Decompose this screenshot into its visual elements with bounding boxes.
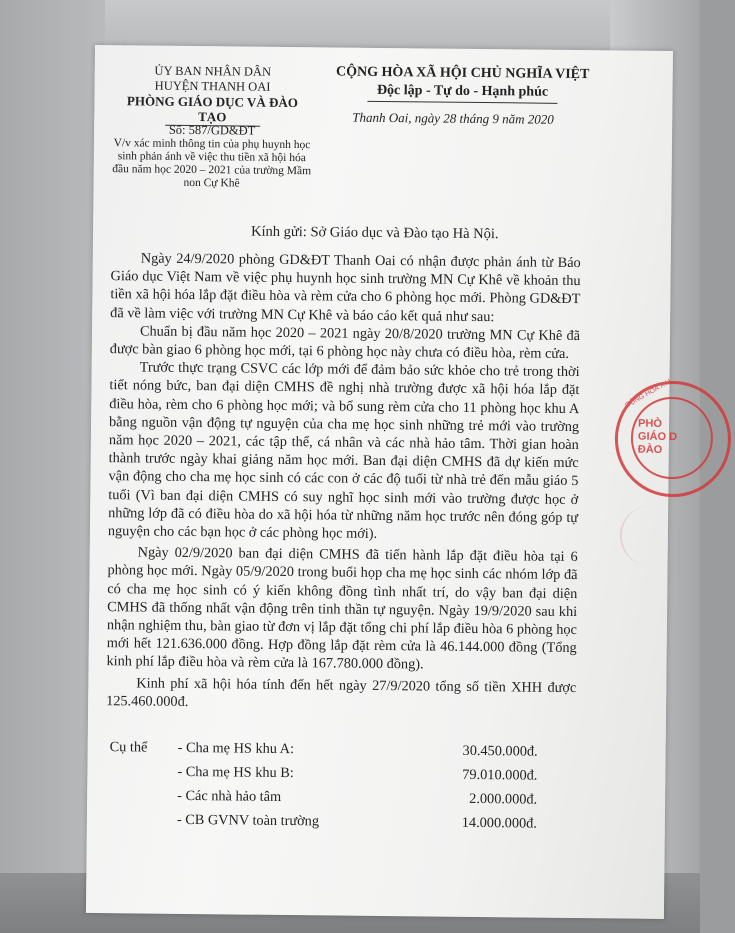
paragraph-5: Kinh phí xã hội hóa tính đến hết ngày 27/9/2020 tổng số tiền XHH được 125.460.000đ. — [106, 675, 577, 710]
national-header — [312, 63, 612, 104]
breakdown-amount: 79.010.000đ. — [462, 766, 538, 784]
breakdown-row — [177, 808, 567, 836]
stamp-bleed-mark — [620, 505, 663, 565]
stamp-line-1: PHÒ — [638, 417, 662, 430]
breakdown-name: - Cha mẹ HS khu A: — [177, 739, 295, 758]
agency-line-1: ỦY BAN NHÂN DÂN — [154, 63, 272, 79]
agency-line-3: PHÒNG GIÁO DỤC VÀ ĐÀO TẠO — [126, 93, 298, 125]
stamp-ring-text: CỘNG HÒA X.H. — [624, 377, 674, 410]
paragraph-1: Ngày 24/9/2020 phòng GD&ĐT Thanh Oai có nhận được phản ánh từ Báo Giáo dục Việt Nam về việc phụ huynh học sinh trường MN Cự Khê về khoản thu tiền xã hội hóa lắp đặt điều hòa và rèm cửa cho 6 phòng học mới. Phòng GD&ĐT đã về làm việc với trường MN Cự Khê và báo cáo kết quả như sau: — [110, 250, 581, 325]
document-page — [86, 45, 678, 919]
breakdown-label: Cụ thể — [109, 739, 148, 756]
stamp-line-2: GIÁO D — [637, 430, 678, 444]
breakdown-amount: 30.450.000đ. — [462, 742, 538, 760]
paragraph-2: Chuẩn bị đầu năm học 2020 – 2021 ngày 20/8/2020 trường MN Cự Khê đã được bàn giao 6 phòng học mới, tại 6 phòng học này chưa có điều hòa, rèm cửa. — [109, 323, 581, 362]
stamp-text — [638, 418, 678, 457]
recipient-line: Kính gửi: Sở Giáo dục và Đào tạo Hà Nội. — [250, 223, 499, 243]
stamp-line-3: ĐÀO — [637, 443, 663, 456]
breakdown-amount: 2.000.000đ. — [469, 790, 538, 808]
document-subject: V/v xác minh thông tin của phụ huynh học sinh phản ánh về việc thu tiền xã hội hóa đầu năm học 2020 – 2021 của trường Mầm non Cự Khê — [112, 137, 312, 190]
breakdown-name: - CB GVNV toàn trường — [176, 811, 320, 830]
breakdown-name: - Các nhà hảo tâm — [177, 787, 282, 805]
national-title: CỘNG HÒA XÃ HỘI CHỦ NGHĨA VIỆT — [335, 64, 590, 83]
official-stamp — [614, 377, 731, 497]
national-motto: Độc lập - Tự do - Hạnh phúc — [376, 82, 549, 100]
paragraph-4: Ngày 02/9/2020 ban đại diện CMHS đã tiến hành lắp đặt điều hòa tại 6 phòng học mới. Ngày 05/9/2020 trong buổi họp cha mẹ học sinh các nhóm lớp đã có cha mẹ học sinh có ý kiến không đồng tình nhất trí, do vậy ban đại diện CMHS đã thống nhất vận động trên tinh thần tự nguyện. Ngày 19/9/2020 sau khi nhận nghiệm thu, bàn giao từ đơn vị lắp đặt tổng chi phí lắp điều hòa 6 phòng học mới hết 121.636.000 đồng. Hợp đồng lắp đặt rèm cửa là 46.144.000 đồng (Tổng kinh phí lắp điều hòa và rèm cửa là 167.780.000 đồng). — [106, 544, 578, 673]
agency-header — [112, 63, 313, 127]
document-number: Số: 587/GD&ĐT — [168, 122, 256, 138]
document-date: Thanh Oai, ngày 28 tháng 9 năm 2020 — [352, 109, 554, 127]
breakdown-amount: 14.000.000đ. — [461, 814, 537, 832]
paragraph-3: Trước thực trạng CSVC các lớp mới để đảm bảo sức khỏe cho trẻ trong thời tiết nóng bức, ban đại diện CMHS đề nghị nhà trường được xã hội hóa lắp đặt điều hòa, rèm cho 6 phòng học mới; và bổ sung rèm cửa cho 11 phòng học khu A bằng nguồn vận động tự nguyện của cha mẹ học sinh những trẻ mới vào trường năm học 2020 – 2021, các tập thể, cá nhân và các nhà hảo tâm. Thời gian hoàn thành trước ngày khai giảng năm học mới. Ban đại diện CMHS đã dự kiến mức vận động cho cha mẹ học sinh có các con ở các độ tuổi từ nhà trẻ đến mẫu giáo 5 tuổi (Vì ban đại diện CMHS có suy nghĩ học sinh mới vào trường được học ở những lớp đã có điều hòa do xã hội hóa từ những năm học trước nên đóng góp tự nguyện cho các bạn học ở các phòng học mới). — [107, 359, 580, 543]
breakdown-list — [109, 735, 570, 832]
document-body — [106, 249, 581, 715]
breakdown-name: - Cha mẹ HS khu B: — [177, 763, 294, 782]
agency-line-2: HUYỆN THANH OAI — [154, 78, 271, 94]
